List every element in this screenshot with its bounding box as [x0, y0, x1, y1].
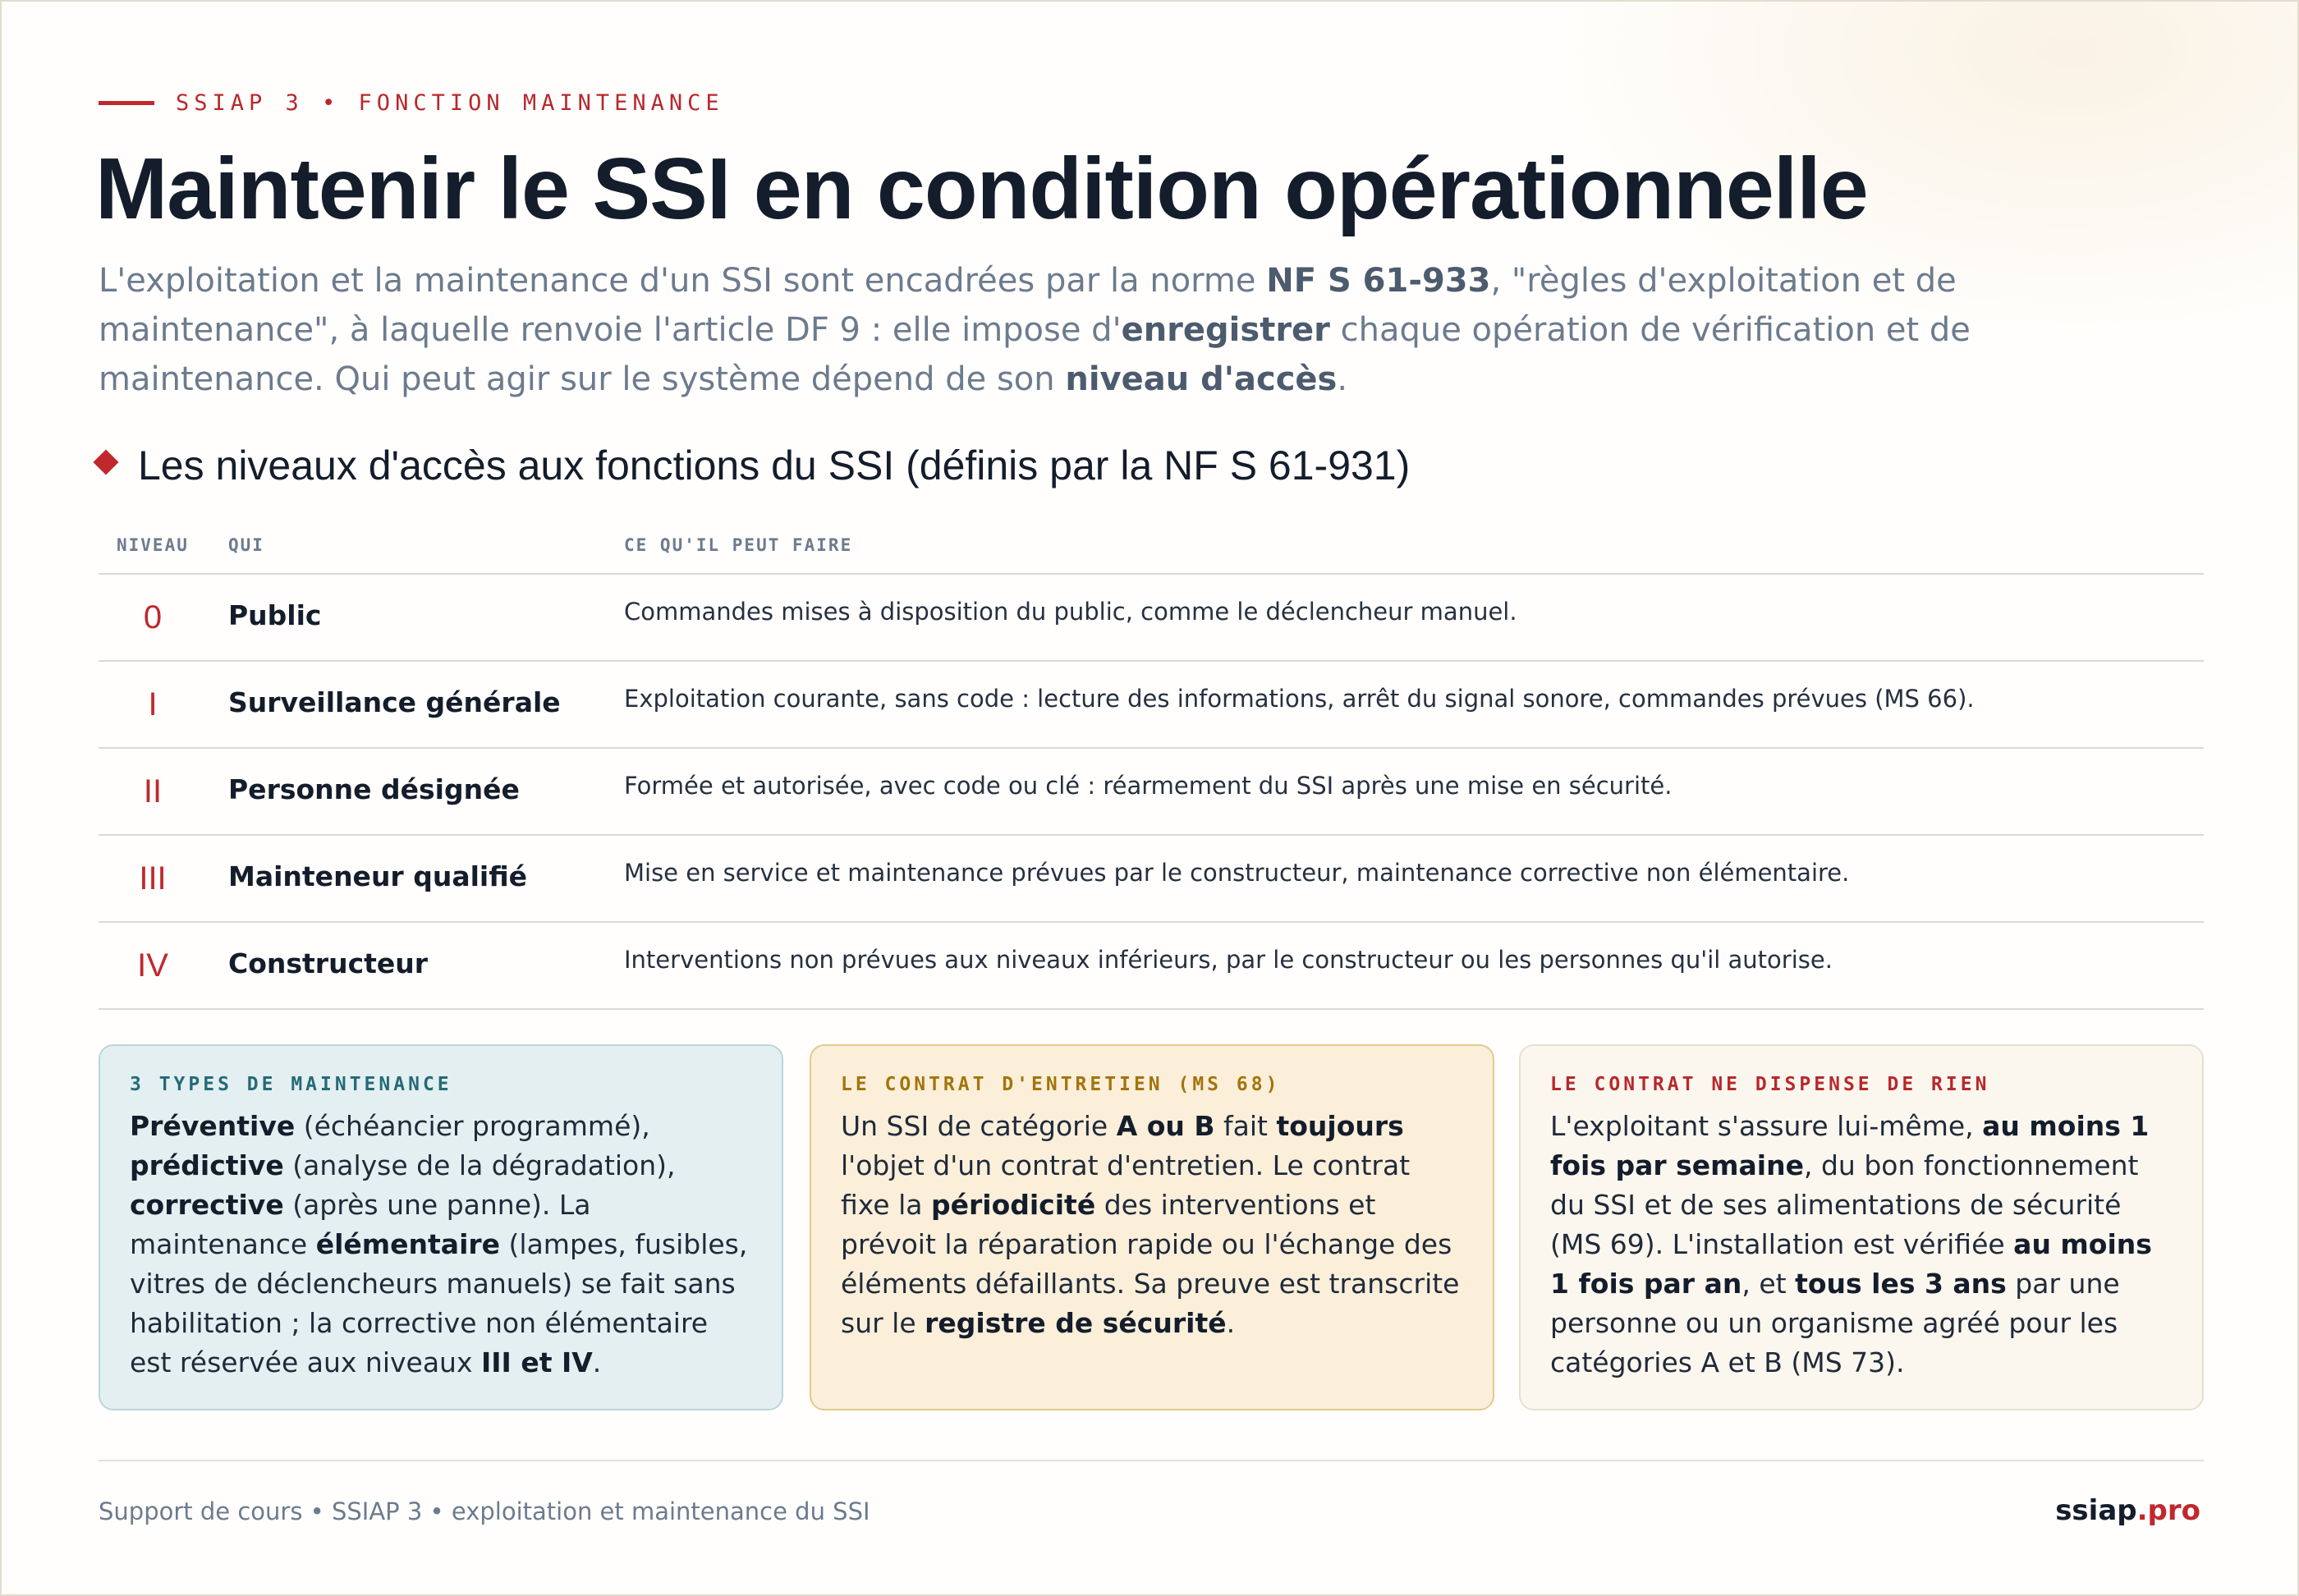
- row-who: Public: [228, 599, 322, 631]
- card-emphasis: élémentaire: [315, 1228, 501, 1260]
- access-levels-table: [99, 521, 2204, 1010]
- intro-text-3: chaque opération de vérification et de maintenance. Qui peut agir sur le système dépend de son: [99, 311, 1971, 398]
- card-text: par une personne ou un organisme agréé pour les catégories A et B (MS 73).: [1550, 1268, 2120, 1378]
- row-what: Formée et autorisée, avec code ou clé : réarmement du SSI après une mise en sécurité.: [624, 772, 1673, 800]
- intro-bold-record: enregistrer: [1121, 311, 1330, 349]
- eyebrow-accent-bar: [99, 101, 154, 105]
- card-maintenance-types: [99, 1044, 783, 1410]
- card-emphasis: A ou B: [1116, 1110, 1215, 1142]
- intro-text-4: .: [1337, 360, 1348, 398]
- eyebrow-label: SSIAP 3 • FONCTION MAINTENANCE: [176, 90, 724, 116]
- card-title: 3 TYPES DE MAINTENANCE: [130, 1074, 452, 1095]
- header-level: NIVEAU: [117, 535, 189, 555]
- card-text: l'objet d'un contrat d'entretien. Le contrat fixe la: [841, 1149, 1411, 1221]
- card-text: (analyse de la dégradation),: [283, 1149, 676, 1181]
- row-what: Commandes mises à disposition du public, comme le déclencheur manuel.: [624, 598, 1517, 626]
- card-text: (échéancier programmé),: [295, 1110, 650, 1142]
- brand-main: ssiap: [2055, 1494, 2137, 1527]
- row-who: Constructeur: [228, 947, 429, 979]
- info-cards: [99, 1044, 2204, 1410]
- row-level: 0: [143, 599, 163, 635]
- card-title: LE CONTRAT D'ENTRETIEN (MS 68): [841, 1074, 1281, 1095]
- intro-bold-norm: NF S 61-933: [1266, 262, 1491, 300]
- card-body: [1550, 1107, 2173, 1383]
- row-what: Interventions non prévues aux niveaux inférieurs, par le constructeur ou les personnes qu'il autorise.: [624, 946, 1833, 974]
- section-heading: [97, 442, 1410, 489]
- card-text: (lampes, fusibles, vitres de déclencheurs manuels) se fait sans habilitation ; la corrective non élémentaire est réservée aux niveaux: [130, 1228, 748, 1378]
- intro-text-2: , "règles d'exploitation et de maintenance", à laquelle renvoie l'article DF 9 : elle impose d': [99, 262, 1957, 349]
- footer-divider: [99, 1460, 2204, 1461]
- table-row: [99, 749, 2204, 836]
- header-what: CE QU'IL PEUT FAIRE: [624, 535, 853, 555]
- card-text: L'exploitant s'assure lui-même,: [1550, 1110, 1983, 1142]
- card-text: , et: [1741, 1268, 1796, 1300]
- table-header: [99, 521, 2204, 575]
- header-who: QUI: [228, 535, 264, 555]
- eyebrow: [99, 90, 724, 116]
- row-what: Exploitation courante, sans code : lecture des informations, arrêt du signal sonore, commandes prévues (MS 66).: [624, 685, 1975, 713]
- row-level: IV: [137, 947, 168, 984]
- card-emphasis: prédictive: [130, 1149, 284, 1181]
- card-emphasis: Préventive: [130, 1110, 296, 1142]
- brand-accent: .pro: [2136, 1494, 2200, 1527]
- card-emphasis: toujours: [1276, 1110, 1404, 1142]
- table-row: [99, 836, 2204, 923]
- row-level: II: [143, 773, 163, 809]
- footer-brand-logo: [2055, 1494, 2200, 1527]
- card-text: .: [1226, 1307, 1236, 1339]
- card-emphasis: au moins 1 fois par an: [1550, 1228, 2152, 1300]
- card-operator-duties: [1519, 1044, 2204, 1410]
- row-who: Personne désignée: [228, 773, 520, 805]
- table-row: [99, 923, 2204, 1010]
- diamond-bullet-icon: [93, 449, 118, 475]
- card-text: des interventions et prévoit la réparation rapide ou l'échange des éléments défaillants. Sa preuve est transcrite sur le: [841, 1189, 1460, 1339]
- card-emphasis: III et IV: [481, 1346, 593, 1378]
- card-text: , du bon fonctionnement du SSI et de ses alimentations de sécurité (MS 69). L'installation est vérifiée: [1550, 1149, 2139, 1260]
- row-what: Mise en service et maintenance prévues par le constructeur, maintenance corrective non élémentaire.: [624, 859, 1850, 887]
- card-emphasis: tous les 3 ans: [1795, 1268, 2007, 1300]
- row-who: Surveillance générale: [228, 686, 561, 718]
- card-text: Un SSI de catégorie: [841, 1110, 1117, 1142]
- table-row: [99, 575, 2204, 662]
- table-row: [99, 662, 2204, 749]
- intro-text-1: L'exploitation et la maintenance d'un SSI sont encadrées par la norme: [99, 262, 1267, 300]
- intro-bold-access: niveau d'accès: [1065, 360, 1338, 398]
- card-emphasis: corrective: [130, 1189, 284, 1221]
- card-maintenance-contract: [810, 1044, 1494, 1410]
- footer-caption: Support de cours • SSIAP 3 • exploitation et maintenance du SSI: [99, 1497, 870, 1525]
- card-text: .: [592, 1346, 602, 1378]
- page-title: Maintenir le SSI en condition opérationnelle: [95, 140, 1868, 237]
- card-emphasis: périodicité: [930, 1189, 1096, 1221]
- card-title: LE CONTRAT NE DISPENSE DE RIEN: [1550, 1074, 1990, 1095]
- row-level: I: [148, 686, 158, 722]
- row-who: Mainteneur qualifié: [228, 860, 528, 892]
- card-body: [130, 1107, 752, 1383]
- card-text: (après une panne). La maintenance: [130, 1189, 591, 1260]
- card-emphasis: au moins 1 fois par semaine: [1550, 1110, 2150, 1181]
- section-title: Les niveaux d'accès aux fonctions du SSI (définis par la NF S 61-931): [138, 443, 1411, 488]
- intro-paragraph: [99, 256, 2086, 404]
- card-body: [841, 1107, 1463, 1343]
- card-text: fait: [1214, 1110, 1277, 1142]
- card-emphasis: registre de sécurité: [925, 1307, 1227, 1339]
- row-level: III: [139, 860, 167, 897]
